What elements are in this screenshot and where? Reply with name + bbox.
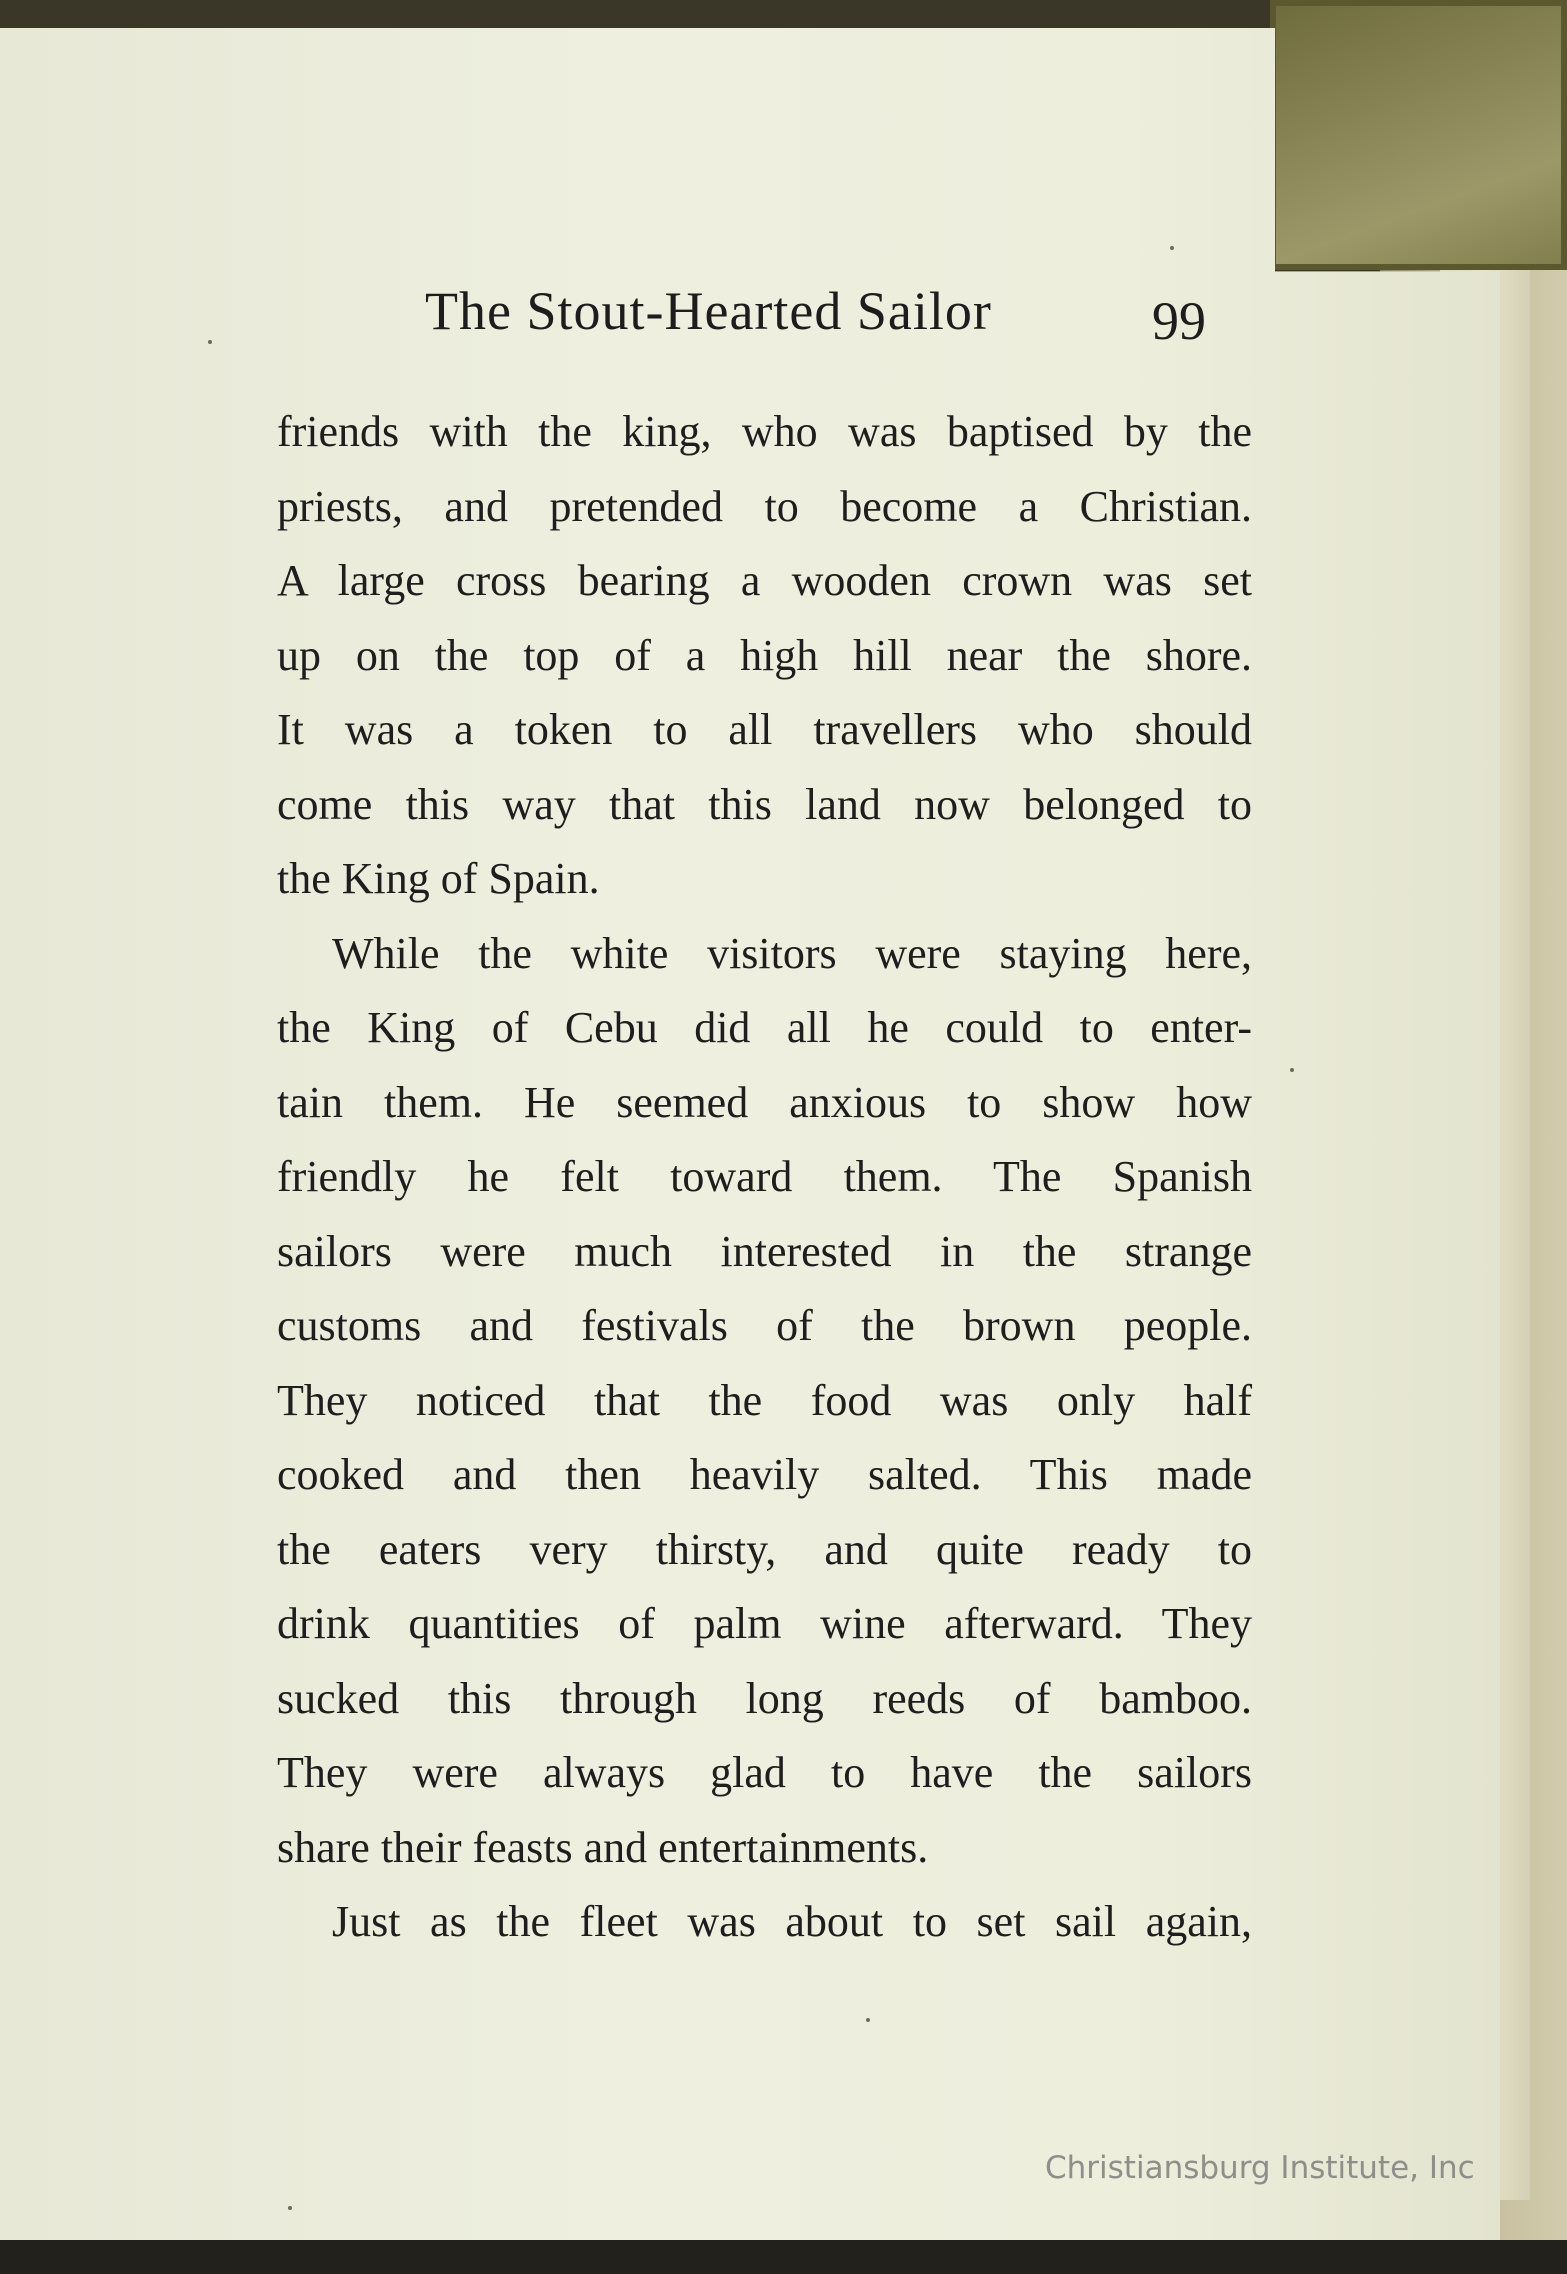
text-line: cooked and then heavily salted. This made: [277, 1450, 1252, 1499]
page-header: [425, 280, 1205, 360]
paper-speck: [866, 2018, 870, 2022]
text-line: drink quantities of palm wine afterward. They: [277, 1599, 1252, 1648]
text-line: share their feasts and entertainments.: [277, 1822, 929, 1872]
paper-speck: [1170, 246, 1174, 250]
text-line: Just as the fleet was about to set sail again,: [332, 1897, 1252, 1946]
text-line: friends with the king, who was baptised by the: [277, 407, 1252, 456]
page-number: 99: [1152, 291, 1206, 351]
text-line: the King of Cebu did all he could to enter-: [277, 1003, 1252, 1052]
paper-speck: [1290, 1068, 1294, 1072]
text-line: While the white visitors were staying here,: [332, 928, 1252, 978]
text-line: sailors were much interested in the strange: [277, 1226, 1252, 1276]
text-line: friendly he felt toward them. The Spanish: [277, 1152, 1252, 1201]
paper-speck: [288, 2206, 292, 2210]
text-line: They were always glad to have the sailors: [277, 1748, 1252, 1797]
book-bottom-edge: [0, 2240, 1567, 2274]
text-line: the King of Spain.: [277, 854, 600, 903]
text-line: the eaters very thirsty, and quite ready to: [277, 1524, 1252, 1574]
running-title: The Stout-Hearted Sailor: [425, 281, 992, 341]
text-line: come this way that this land now belonged to: [277, 779, 1252, 829]
text-line: sucked this through long reeds of bamboo.: [277, 1673, 1252, 1723]
text-line: It was a token to all travellers who should: [277, 705, 1252, 754]
text-line: priests, and pretended to become a Christian.: [277, 481, 1252, 531]
text-line: customs and festivals of the brown people.: [277, 1301, 1252, 1350]
text-line: tain them. He seemed anxious to show how: [277, 1077, 1252, 1127]
text-line: They noticed that the food was only half: [277, 1375, 1252, 1425]
body-text: [277, 395, 1252, 1960]
text-line: up on the top of a high hill near the shore.: [277, 630, 1252, 680]
text-line: A large cross bearing a wooden crown was set: [277, 556, 1252, 605]
paper-speck: [208, 340, 212, 344]
book-cover-corner: [1270, 0, 1567, 270]
watermark: Christiansburg Institute, Inc: [1045, 2150, 1475, 2186]
